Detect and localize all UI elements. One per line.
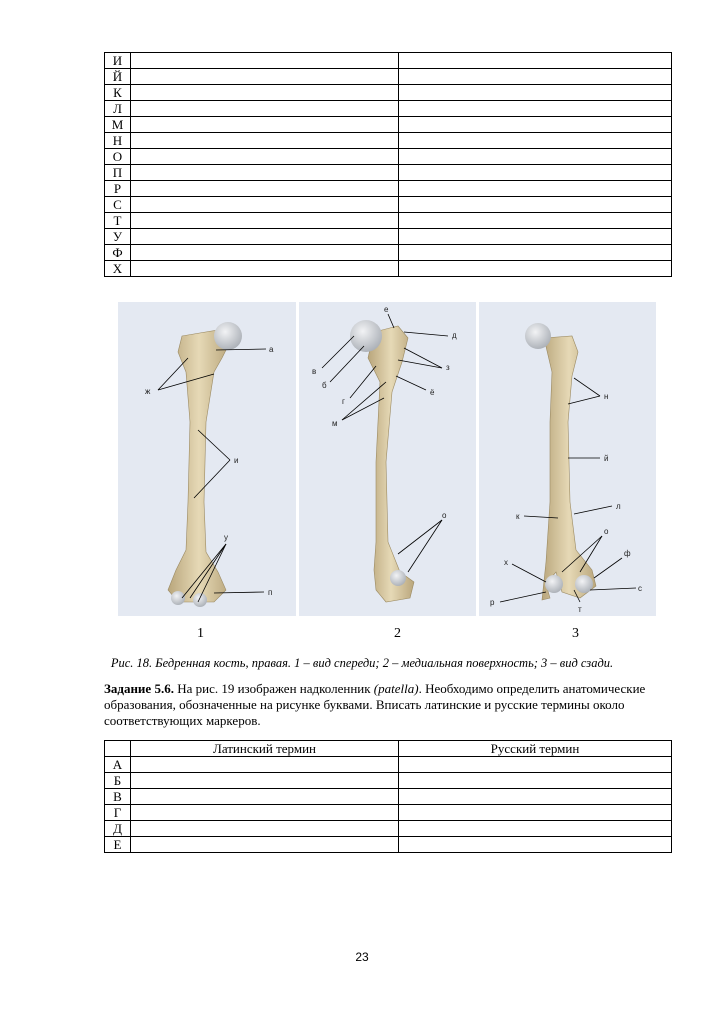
table-row <box>105 229 672 245</box>
row-letter: О <box>105 149 131 165</box>
label-j: й <box>604 454 609 463</box>
row-letter: Б <box>105 773 131 789</box>
header-empty <box>105 741 131 757</box>
row-letter: Х <box>105 261 131 277</box>
latin-cell[interactable] <box>131 213 399 229</box>
task-text-before: На рис. 19 изображен надколенник <box>173 681 374 696</box>
label-z: з <box>446 363 450 372</box>
femur-anterior <box>168 322 242 607</box>
russian-cell[interactable] <box>399 181 672 197</box>
latin-cell[interactable] <box>131 101 399 117</box>
row-letter: У <box>105 229 131 245</box>
russian-cell[interactable] <box>399 133 672 149</box>
russian-cell[interactable] <box>399 69 672 85</box>
header-latin: Латинский термин <box>131 741 399 757</box>
russian-cell[interactable] <box>399 85 672 101</box>
label-u: у <box>224 533 228 542</box>
row-letter: К <box>105 85 131 101</box>
row-letter: Л <box>105 101 131 117</box>
table-row <box>105 85 672 101</box>
task-title: Задание 5.6. <box>104 681 174 696</box>
row-letter: Й <box>105 69 131 85</box>
label-d: д <box>452 331 457 340</box>
answer-table-top <box>104 52 672 277</box>
table-row <box>105 69 672 85</box>
latin-cell[interactable] <box>131 837 399 853</box>
latin-cell[interactable] <box>131 181 399 197</box>
latin-cell[interactable] <box>131 133 399 149</box>
femur-posterior <box>525 323 596 600</box>
table-row <box>105 101 672 117</box>
russian-cell[interactable] <box>399 757 672 773</box>
label-a: а <box>269 345 274 354</box>
label-s: с <box>638 584 642 593</box>
row-letter: Е <box>105 837 131 853</box>
page-number: 23 <box>355 950 369 964</box>
latin-cell[interactable] <box>131 165 399 181</box>
russian-cell[interactable] <box>399 261 672 277</box>
latin-cell[interactable] <box>131 149 399 165</box>
label-b: б <box>322 381 327 390</box>
row-letter: Г <box>105 805 131 821</box>
label-f: ф <box>624 549 631 558</box>
row-letter: Р <box>105 181 131 197</box>
panel-number-2: 2 <box>394 626 401 641</box>
table-header-row <box>105 741 672 757</box>
row-letter: В <box>105 789 131 805</box>
latin-cell[interactable] <box>131 229 399 245</box>
table-row <box>105 789 672 805</box>
answer-table-bottom <box>104 740 672 853</box>
row-letter: А <box>105 757 131 773</box>
latin-cell[interactable] <box>131 773 399 789</box>
table-row <box>105 805 672 821</box>
label-o3: о <box>604 527 609 536</box>
latin-cell[interactable] <box>131 69 399 85</box>
table-row <box>105 53 672 69</box>
row-letter: И <box>105 53 131 69</box>
figure-caption: Рис. 18. Бедренная кость, правая. 1 – вид спереди; 2 – медиальная поверхность; 3 – вид сзади. <box>110 656 614 670</box>
label-i: и <box>234 456 239 465</box>
latin-cell[interactable] <box>131 197 399 213</box>
femur-figure <box>118 302 656 616</box>
table-row <box>105 117 672 133</box>
label-k: к <box>516 512 520 521</box>
table-row <box>105 757 672 773</box>
table-row <box>105 261 672 277</box>
latin-cell[interactable] <box>131 117 399 133</box>
russian-cell[interactable] <box>399 805 672 821</box>
panel-number-3: 3 <box>572 626 579 641</box>
table-row <box>105 245 672 261</box>
russian-cell[interactable] <box>399 213 672 229</box>
row-letter: С <box>105 197 131 213</box>
row-letter: П <box>105 165 131 181</box>
task-text-after: . Необходимо определить анатомические образования, обозначенные на рисунке буквами. Вписать латинские и русские термины около соответствующих маркеров. <box>104 681 646 728</box>
row-letter: М <box>105 117 131 133</box>
label-g: г <box>342 397 345 406</box>
label-yo: ё <box>430 388 435 397</box>
row-letter: Ф <box>105 245 131 261</box>
label-l: л <box>616 502 621 511</box>
header-russian: Русский термин <box>399 741 672 757</box>
latin-cell[interactable] <box>131 821 399 837</box>
table-row <box>105 149 672 165</box>
label-o: о <box>442 511 447 520</box>
femur-illustration <box>118 302 656 616</box>
latin-cell[interactable] <box>131 261 399 277</box>
table-row <box>105 133 672 149</box>
table-row <box>105 773 672 789</box>
table-row <box>105 181 672 197</box>
table-row <box>105 821 672 837</box>
label-p: п <box>268 588 273 597</box>
russian-cell[interactable] <box>399 53 672 69</box>
latin-cell[interactable] <box>131 85 399 101</box>
row-letter: Н <box>105 133 131 149</box>
russian-cell[interactable] <box>399 101 672 117</box>
russian-cell[interactable] <box>399 149 672 165</box>
label-t: т <box>578 605 582 614</box>
table-row <box>105 165 672 181</box>
russian-cell[interactable] <box>399 165 672 181</box>
label-m: м <box>332 419 338 428</box>
table-row <box>105 197 672 213</box>
label-v: в <box>312 367 317 376</box>
panel-number-1: 1 <box>197 626 204 641</box>
row-letter: Д <box>105 821 131 837</box>
label-r: р <box>490 598 495 607</box>
femur-medial <box>350 320 414 602</box>
task-paragraph <box>104 681 676 729</box>
russian-cell[interactable] <box>399 229 672 245</box>
label-n: н <box>604 392 609 401</box>
latin-cell[interactable] <box>131 757 399 773</box>
table-row <box>105 837 672 853</box>
label-e: е <box>384 305 389 314</box>
russian-cell[interactable] <box>399 117 672 133</box>
row-letter: Т <box>105 213 131 229</box>
russian-cell[interactable] <box>399 245 672 261</box>
latin-cell[interactable] <box>131 805 399 821</box>
table-row <box>105 213 672 229</box>
label-h: х <box>504 558 508 567</box>
russian-cell[interactable] <box>399 837 672 853</box>
russian-cell[interactable] <box>399 197 672 213</box>
russian-cell[interactable] <box>399 789 672 805</box>
latin-cell[interactable] <box>131 53 399 69</box>
russian-cell[interactable] <box>399 821 672 837</box>
latin-cell[interactable] <box>131 245 399 261</box>
russian-cell[interactable] <box>399 773 672 789</box>
task-latin-term: (patella) <box>373 681 419 696</box>
label-zh: ж <box>145 387 151 396</box>
latin-cell[interactable] <box>131 789 399 805</box>
